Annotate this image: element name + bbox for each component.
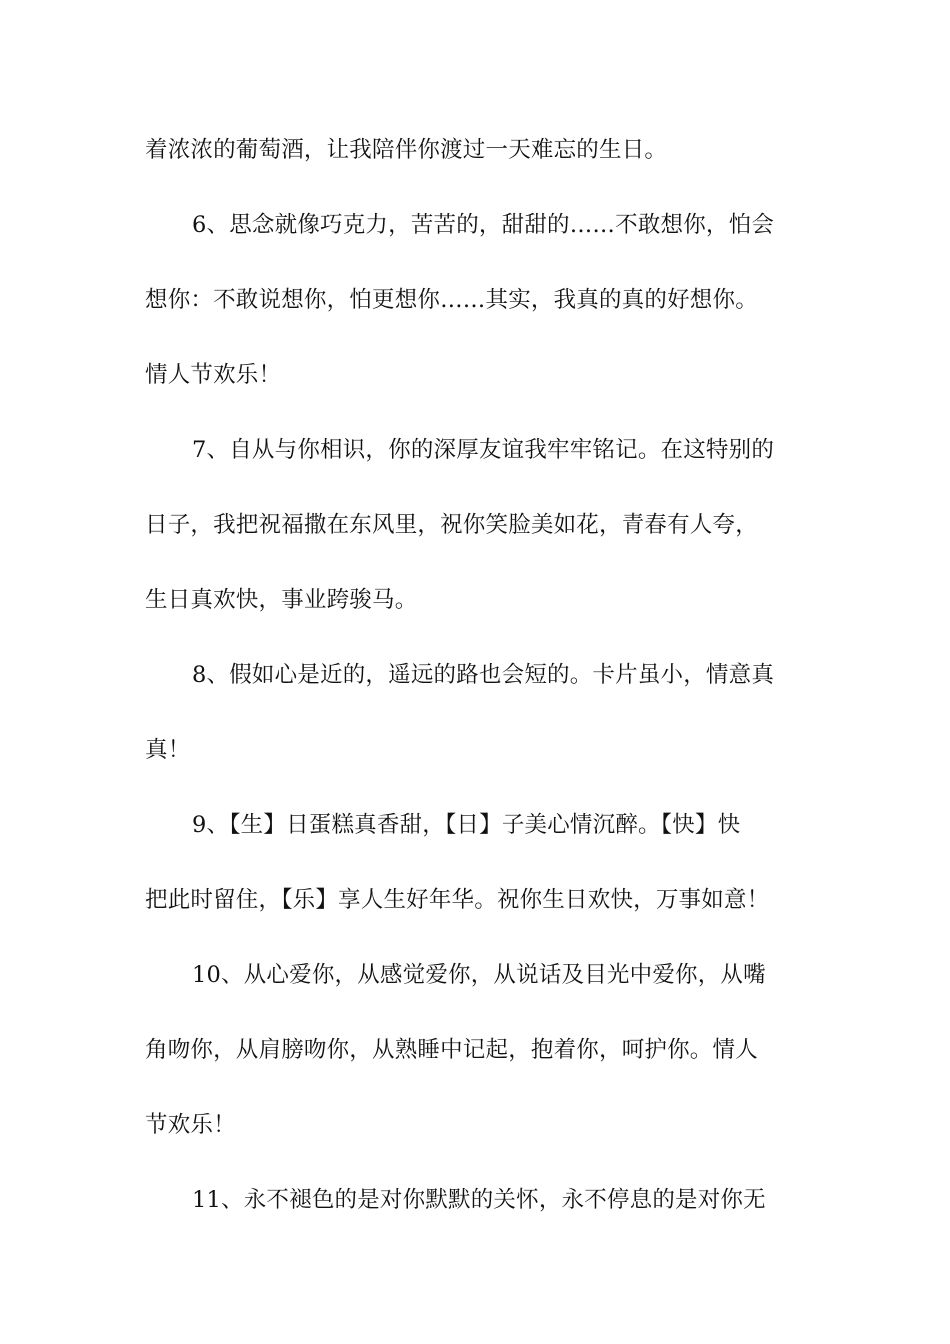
text-line-1: 着浓浓的葡萄酒，让我陪伴你渡过一天难忘的生日。 bbox=[145, 137, 668, 163]
text-line-8: 8、假如心是近的，遥远的路也会短的。卡片虽小，情意真 bbox=[192, 662, 775, 688]
text-line-5: 7、自从与你相识，你的深厚友谊我牢牢铭记。在这特别的 bbox=[192, 437, 775, 463]
text-line-11: 把此时留住，【乐】享人生好年华。祝你生日欢快，万事如意！ bbox=[145, 887, 770, 913]
text-line-10: 9、【生】日蛋糕真香甜，【日】子美心情沉醉。【快】快 bbox=[192, 812, 741, 838]
text-line-4: 情人节欢乐！ bbox=[145, 362, 282, 388]
text-line-15: 11、永不褪色的是对你默默的关怀，永不停息的是对你无 bbox=[192, 1187, 766, 1213]
text-line-14: 节欢乐！ bbox=[145, 1112, 236, 1138]
text-line-13: 角吻你，从肩膀吻你，从熟睡中记起，抱着你，呵护你。情人 bbox=[145, 1037, 758, 1063]
text-line-12: 10、从心爱你，从感觉爱你，从说话及目光中爱你，从嘴 bbox=[192, 962, 766, 988]
text-line-3: 想你：不敢说想你，怕更想你……其实，我真的真的好想你。 bbox=[145, 287, 758, 313]
text-line-2: 6、思念就像巧克力，苦苦的，甜甜的……不敢想你，怕会 bbox=[192, 212, 775, 238]
text-line-9: 真！ bbox=[145, 737, 191, 763]
text-line-6: 日子，我把祝福撒在东风里，祝你笑脸美如花，青春有人夸， bbox=[145, 512, 758, 538]
text-line-7: 生日真欢快，事业跨骏马。 bbox=[145, 587, 418, 613]
